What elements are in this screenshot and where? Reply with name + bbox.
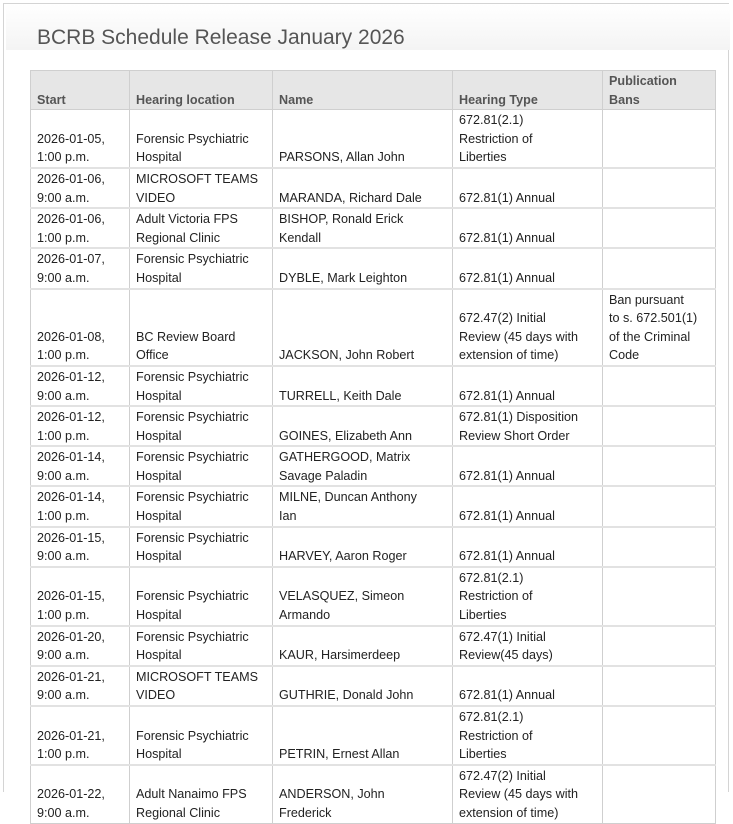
- header-name: Name: [273, 71, 453, 110]
- cell-start: 2026-01-08, 1:00 p.m.: [31, 289, 130, 366]
- table-row: [31, 706, 716, 765]
- cell-hearing-location: Forensic Psychiatric Hospital: [130, 366, 273, 406]
- table-row: [31, 486, 716, 526]
- table-row: [31, 527, 716, 567]
- cell-hearing-location: Forensic Psychiatric Hospital: [130, 486, 273, 526]
- table-row: [31, 666, 716, 706]
- cell-start: 2026-01-12, 9:00 a.m.: [31, 366, 130, 406]
- cell-publication-bans: [603, 248, 716, 288]
- cell-publication-bans: [603, 765, 716, 823]
- cell-start: 2026-01-21, 9:00 a.m.: [31, 666, 130, 706]
- cell-hearing-type: 672.47(2) Initial Review (45 days with extension of time): [453, 289, 603, 366]
- cell-hearing-type: 672.81(1) Annual: [453, 486, 603, 526]
- cell-name: VELASQUEZ, Simeon Armando: [273, 567, 453, 626]
- cell-hearing-location: Forensic Psychiatric Hospital: [130, 248, 273, 288]
- cell-start: 2026-01-20, 9:00 a.m.: [31, 626, 130, 666]
- cell-name: PARSONS, Allan John: [273, 110, 453, 168]
- cell-hearing-type: 672.81(1) Annual: [453, 208, 603, 248]
- header-hearing-location: Hearing location: [130, 71, 273, 110]
- table-row: [31, 248, 716, 288]
- cell-publication-bans: [603, 666, 716, 706]
- cell-hearing-location: MICROSOFT TEAMS VIDEO: [130, 168, 273, 208]
- cell-publication-bans: [603, 366, 716, 406]
- cell-hearing-type: 672.81(1) Annual: [453, 248, 603, 288]
- cell-hearing-type: 672.81(1) Annual: [453, 366, 603, 406]
- cell-name: MARANDA, Richard Dale: [273, 168, 453, 208]
- cell-name: HARVEY, Aaron Roger: [273, 527, 453, 567]
- cell-hearing-location: Forensic Psychiatric Hospital: [130, 567, 273, 626]
- table-row: [31, 208, 716, 248]
- cell-publication-bans: [603, 168, 716, 208]
- cell-hearing-location: Forensic Psychiatric Hospital: [130, 110, 273, 168]
- cell-start: 2026-01-05, 1:00 p.m.: [31, 110, 130, 168]
- cell-hearing-type: 672.81(1) Annual: [453, 446, 603, 486]
- cell-name: GATHERGOOD, Matrix Savage Paladin: [273, 446, 453, 486]
- cell-hearing-type: 672.81(2.1) Restriction of Liberties: [453, 706, 603, 765]
- table-row: [31, 168, 716, 208]
- cell-start: 2026-01-15, 1:00 p.m.: [31, 567, 130, 626]
- cell-hearing-type: 672.81(2.1) Restriction of Liberties: [453, 110, 603, 168]
- cell-publication-bans: [603, 706, 716, 765]
- cell-start: 2026-01-14, 9:00 a.m.: [31, 446, 130, 486]
- table-row: [31, 366, 716, 406]
- cell-name: GUTHRIE, Donald John: [273, 666, 453, 706]
- cell-hearing-location: Forensic Psychiatric Hospital: [130, 626, 273, 666]
- table-header-row: [31, 71, 716, 110]
- cell-hearing-location: BC Review Board Office: [130, 289, 273, 366]
- table-row: [31, 626, 716, 666]
- cell-publication-bans: [603, 446, 716, 486]
- cell-hearing-location: Forensic Psychiatric Hospital: [130, 706, 273, 765]
- cell-hearing-location: Adult Nanaimo FPS Regional Clinic: [130, 765, 273, 823]
- cell-hearing-type: 672.81(1) Annual: [453, 666, 603, 706]
- cell-start: 2026-01-14, 1:00 p.m.: [31, 486, 130, 526]
- cell-hearing-type: 672.47(2) Initial Review (45 days with extension of time): [453, 765, 603, 823]
- header-publication-bans: Publication Bans: [603, 71, 716, 110]
- table-row: [31, 446, 716, 486]
- cell-publication-bans: [603, 406, 716, 446]
- cell-hearing-location: Adult Victoria FPS Regional Clinic: [130, 208, 273, 248]
- cell-name: DYBLE, Mark Leighton: [273, 248, 453, 288]
- cell-hearing-location: MICROSOFT TEAMS VIDEO: [130, 666, 273, 706]
- cell-publication-bans: [603, 567, 716, 626]
- header-hearing-type: Hearing Type: [453, 71, 603, 110]
- cell-hearing-type: 672.81(2.1) Restriction of Liberties: [453, 567, 603, 626]
- table-row: [31, 110, 716, 168]
- table-row: [31, 289, 716, 366]
- cell-start: 2026-01-21, 1:00 p.m.: [31, 706, 130, 765]
- cell-name: MILNE, Duncan Anthony Ian: [273, 486, 453, 526]
- cell-name: PETRIN, Ernest Allan: [273, 706, 453, 765]
- cell-publication-bans: [603, 527, 716, 567]
- cell-hearing-type: 672.81(1) Annual: [453, 168, 603, 208]
- table-row: [31, 567, 716, 626]
- cell-publication-bans: [603, 110, 716, 168]
- cell-hearing-type: 672.81(1) Disposition Review Short Order: [453, 406, 603, 446]
- cell-publication-bans: [603, 626, 716, 666]
- cell-hearing-location: Forensic Psychiatric Hospital: [130, 446, 273, 486]
- cell-publication-bans: Ban pursuant to s. 672.501(1) of the Criminal Code: [603, 289, 716, 366]
- cell-hearing-location: Forensic Psychiatric Hospital: [130, 406, 273, 446]
- cell-name: JACKSON, John Robert: [273, 289, 453, 366]
- header-start: Start: [31, 71, 130, 110]
- table-row: [31, 765, 716, 823]
- cell-publication-bans: [603, 208, 716, 248]
- cell-start: 2026-01-12, 1:00 p.m.: [31, 406, 130, 446]
- cell-publication-bans: [603, 486, 716, 526]
- cell-hearing-type: 672.81(1) Annual: [453, 527, 603, 567]
- cell-start: 2026-01-06, 1:00 p.m.: [31, 208, 130, 248]
- cell-name: GOINES, Elizabeth Ann: [273, 406, 453, 446]
- cell-name: BISHOP, Ronald Erick Kendall: [273, 208, 453, 248]
- schedule-table: [30, 70, 716, 824]
- cell-start: 2026-01-06, 9:00 a.m.: [31, 168, 130, 208]
- cell-hearing-location: Forensic Psychiatric Hospital: [130, 527, 273, 567]
- page-title: BCRB Schedule Release January 2026: [37, 26, 405, 49]
- cell-name: TURRELL, Keith Dale: [273, 366, 453, 406]
- cell-name: ANDERSON, John Frederick: [273, 765, 453, 823]
- cell-name: KAUR, Harsimerdeep: [273, 626, 453, 666]
- cell-start: 2026-01-15, 9:00 a.m.: [31, 527, 130, 567]
- cell-start: 2026-01-07, 9:00 a.m.: [31, 248, 130, 288]
- cell-hearing-type: 672.47(1) Initial Review(45 days): [453, 626, 603, 666]
- table-row: [31, 406, 716, 446]
- cell-start: 2026-01-22, 9:00 a.m.: [31, 765, 130, 823]
